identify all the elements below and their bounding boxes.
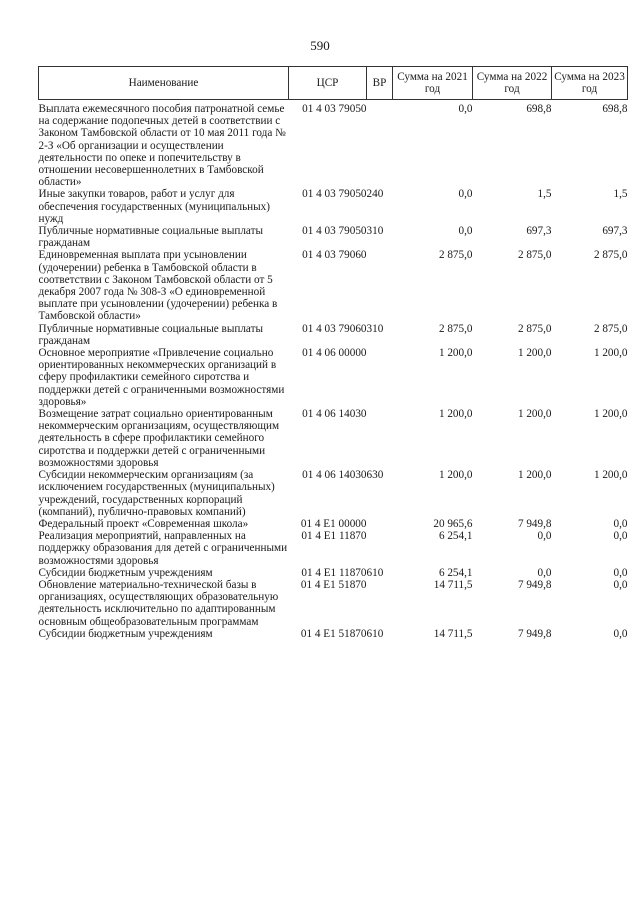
row-sum-2021: 0,0 <box>458 103 473 115</box>
row-sum-2022: 1 200,0 <box>517 347 552 360</box>
row-vr <box>367 579 393 628</box>
row-csr: 01 4 E1 11870 <box>301 566 367 579</box>
table-row <box>39 469 628 518</box>
row-name: Основное мероприятие «Привлечение социально ориентированных некоммерческих организаций в сферу профилактики семейного сиротства и поддержки детей с ограниченными возможностями здоровья» <box>38 347 285 408</box>
row-csr: 01 4 03 79060 <box>302 322 367 335</box>
header-name: Наименование <box>39 67 289 100</box>
row-csr: 01 4 03 79050 <box>302 103 367 115</box>
table-row <box>39 323 628 347</box>
row-vr <box>367 530 393 567</box>
row-sum-2023: 0,0 <box>613 566 628 579</box>
row-vr: 240 <box>366 188 384 201</box>
row-name: Субсидии бюджетным учреждениям <box>38 566 213 579</box>
row-csr: 01 4 03 79060 <box>302 249 367 262</box>
row-sum-2021: 1 200,0 <box>438 408 473 421</box>
row-sum-2021: 20 965,6 <box>433 517 473 530</box>
row-name: Публичные нормативные социальные выплаты гражданам <box>38 322 264 347</box>
row-name: Субсидии бюджетным учреждениям <box>38 627 213 640</box>
row-csr: 01 4 06 14030 <box>302 408 367 421</box>
row-csr: 01 4 E1 51870 <box>300 627 367 640</box>
row-name: Единовременная выплата при усыновлении (удочерении) ребенка в Тамбовской области в соответствии с Законом Тамбовской области от 5 декабря 2007 года № 308-З «О единовременной выплате при усыновлении (удочерении) ребенка в Тамбовской области» <box>38 249 278 323</box>
row-sum-2023: 2 875,0 <box>593 249 628 262</box>
row-csr: 01 4 06 14030 <box>302 469 367 482</box>
row-vr <box>367 408 393 469</box>
header-sum-2023: Сумма на 2023 год <box>552 67 628 100</box>
row-csr: 01 4 03 79050 <box>302 188 367 201</box>
row-sum-2023: 0,0 <box>613 627 628 640</box>
row-csr: 01 4 03 79050 <box>302 225 367 238</box>
table-row <box>39 628 628 640</box>
row-sum-2021: 0,0 <box>458 188 473 201</box>
row-sum-2022: 698,8 <box>526 103 552 115</box>
table-row <box>39 567 628 579</box>
row-sum-2023: 697,3 <box>602 225 628 238</box>
row-csr: 01 4 E1 11870 <box>301 530 367 543</box>
row-vr: 310 <box>366 225 384 238</box>
row-sum-2023: 1 200,0 <box>593 408 628 421</box>
header-vr: ВР <box>367 67 393 100</box>
row-sum-2023: 0,0 <box>613 517 628 530</box>
table-row <box>39 347 628 408</box>
row-sum-2023: 1 200,0 <box>593 469 628 482</box>
row-sum-2021: 2 875,0 <box>438 249 473 262</box>
row-vr: 610 <box>366 627 384 640</box>
row-csr: 01 4 E1 51870 <box>300 578 367 591</box>
row-name: Иные закупки товаров, работ и услуг для обеспечения государственных (муниципальных) нужд <box>38 188 270 225</box>
row-sum-2021: 2 875,0 <box>438 322 473 335</box>
table-row <box>39 518 628 530</box>
table-row <box>39 188 628 225</box>
table-row <box>39 530 628 567</box>
row-name: Обновление материально-технической базы в организациях, осуществляющих образовательную деятельность исключительно по адаптированным основным общеобразовательным программам <box>38 578 279 628</box>
row-sum-2022: 7 949,8 <box>517 627 552 640</box>
row-sum-2022: 0,0 <box>537 566 552 579</box>
row-sum-2022: 1,5 <box>537 188 552 201</box>
row-sum-2023: 0,0 <box>613 530 628 543</box>
row-name: Публичные нормативные социальные выплаты гражданам <box>38 225 264 250</box>
table-body <box>39 100 628 640</box>
table-row <box>39 408 628 469</box>
row-sum-2023: 0,0 <box>613 578 628 591</box>
row-vr <box>367 518 393 530</box>
row-vr: 610 <box>366 566 384 579</box>
row-vr <box>367 347 393 408</box>
row-name: Федеральный проект «Современная школа» <box>38 517 249 530</box>
row-sum-2022: 697,3 <box>526 225 552 238</box>
row-sum-2023: 1,5 <box>613 188 628 201</box>
page-number: 590 <box>310 38 330 53</box>
row-csr: 01 4 06 00000 <box>302 347 367 360</box>
row-sum-2021: 14 711,5 <box>433 578 473 591</box>
row-sum-2023: 2 875,0 <box>593 322 628 335</box>
header-row <box>39 67 628 100</box>
row-sum-2021: 6 254,1 <box>438 566 473 579</box>
table-row <box>39 100 628 189</box>
row-sum-2021: 0,0 <box>458 225 473 238</box>
row-sum-2022: 7 949,8 <box>517 517 552 530</box>
row-vr <box>367 249 393 322</box>
budget-table <box>38 66 628 640</box>
row-sum-2021: 1 200,0 <box>438 347 473 360</box>
row-name: Реализация мероприятий, направленных на поддержку образования для детей с ограниченными возможностями здоровья <box>38 530 288 567</box>
row-sum-2022: 2 875,0 <box>517 249 552 262</box>
row-name: Выплата ежемесячного пособия патронатной семье на содержание подопечных детей в соответствии с Законом Тамбовской области от 10 мая 2011 года № 2-З «Об организации и осуществлении деятельности по опеке и попечительству в отношении несовершеннолетних в Тамбовской области» <box>38 103 286 189</box>
header-sum-2022: Сумма на 2022 год <box>473 67 552 100</box>
header-csr: ЦСР <box>289 67 367 100</box>
row-sum-2022: 1 200,0 <box>517 469 552 482</box>
row-csr: 01 4 E1 00000 <box>300 517 367 530</box>
table-row <box>39 579 628 628</box>
header-sum-2021: Сумма на 2021 год <box>393 67 473 100</box>
row-sum-2023: 1 200,0 <box>593 347 628 360</box>
row-sum-2022: 7 949,8 <box>517 578 552 591</box>
row-sum-2022: 2 875,0 <box>517 322 552 335</box>
row-sum-2021: 6 254,1 <box>438 530 473 543</box>
row-name: Возмещение затрат социально ориентированным некоммерческим организациям, осуществляющим деятельность в сфере профилактики семейного сиротства и поддержки детей с ограниченными возможностями здоровья <box>38 408 280 469</box>
table-row <box>39 249 628 322</box>
row-vr: 630 <box>366 469 384 482</box>
row-sum-2021: 14 711,5 <box>433 627 473 640</box>
row-vr <box>367 100 393 189</box>
table-header <box>39 67 628 100</box>
row-sum-2022: 1 200,0 <box>517 408 552 421</box>
row-vr: 310 <box>366 322 384 335</box>
table-row <box>39 225 628 249</box>
row-name: Субсидии некоммерческим организациям (за исключением государственных (муниципальных) учреждений, государственных корпораций (компаний), публично-правовых компаний) <box>38 469 275 518</box>
row-sum-2021: 1 200,0 <box>438 469 473 482</box>
row-sum-2022: 0,0 <box>537 530 552 543</box>
row-sum-2023: 698,8 <box>602 103 628 115</box>
